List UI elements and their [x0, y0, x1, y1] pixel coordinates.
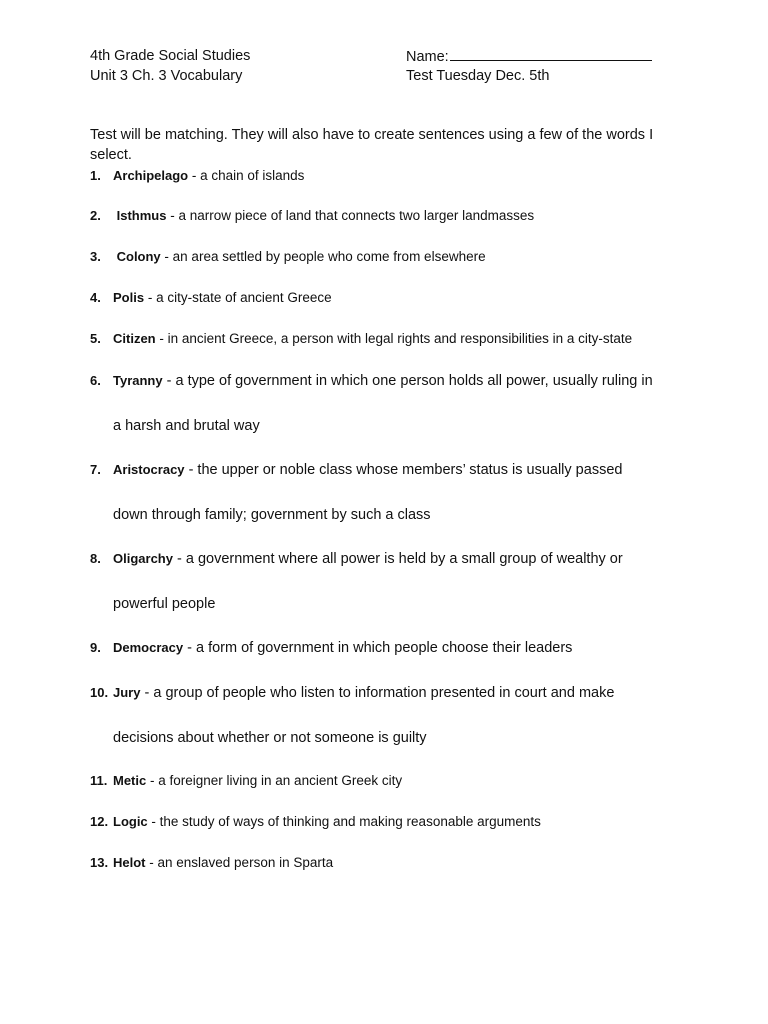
vocab-definition: - the study of ways of thinking and making reasonable arguments	[147, 814, 541, 829]
item-number: 4.	[90, 290, 101, 305]
item-number: 6.	[90, 373, 101, 388]
item-number: 3.	[90, 249, 101, 264]
vocab-definition-continued: down through family; government by such a class	[113, 507, 431, 523]
item-number: 2.	[90, 208, 101, 223]
name-label: Name:	[406, 49, 449, 65]
vocab-term: Tyranny	[113, 373, 163, 388]
vocab-definition: - the upper or noble class whose members’ status is usually passed	[184, 462, 623, 478]
vocab-definition-continued: decisions about whether or not someone is guilty	[113, 730, 427, 746]
vocab-definition: - a narrow piece of land that connects two larger landmasses	[166, 208, 535, 223]
name-blank-line	[450, 46, 652, 61]
vocab-definition-continued: a harsh and brutal way	[113, 418, 260, 434]
vocab-term: Polis	[113, 290, 145, 305]
vocab-definition: - a government where all power is held by a small group of wealthy or	[172, 551, 623, 567]
vocab-term: Oligarchy	[113, 551, 173, 566]
item-number: 12.	[90, 814, 109, 829]
vocab-term: Helot	[113, 855, 146, 870]
vocab-term: Logic	[113, 814, 148, 829]
vocab-term: Aristocracy	[113, 462, 185, 477]
item-number: 1.	[90, 168, 101, 183]
item-number: 5.	[90, 331, 101, 346]
vocab-definition: - a chain of islands	[188, 168, 305, 183]
name-field	[406, 46, 652, 67]
vocab-term: Colony	[113, 249, 161, 264]
unit-title: Unit 3 Ch. 3 Vocabulary	[90, 68, 243, 84]
item-number: 8.	[90, 551, 101, 566]
vocab-definition: - an area settled by people who come from elsewhere	[160, 249, 486, 264]
item-number: 13.	[90, 855, 109, 870]
item-number: 7.	[90, 462, 101, 477]
vocab-definition: - a foreigner living in an ancient Greek city	[146, 773, 403, 788]
vocab-definition: - a form of government in which people choose their leaders	[183, 640, 573, 656]
vocab-term: Citizen	[113, 331, 156, 346]
item-number: 9.	[90, 640, 101, 655]
item-number: 10.	[90, 685, 109, 700]
intro-text: Test will be matching. They will also have to create sentences using a few of the words I select.	[90, 127, 654, 163]
vocab-term: Jury	[113, 685, 141, 700]
vocab-definition: - in ancient Greece, a person with legal rights and responsibilities in a city-state	[155, 331, 633, 346]
test-date: Test Tuesday Dec. 5th	[406, 68, 550, 84]
vocab-definition: - a type of government in which one person holds all power, usually ruling in	[162, 373, 653, 389]
vocab-term: Democracy	[113, 640, 184, 655]
vocab-term: Metic	[113, 773, 147, 788]
vocab-term: Archipelago	[113, 168, 189, 183]
vocab-term: Isthmus	[113, 208, 167, 223]
vocab-definition: - a city-state of ancient Greece	[144, 290, 332, 305]
vocab-definition-continued: powerful people	[113, 596, 216, 612]
vocab-definition: - a group of people who listen to information presented in court and make	[140, 685, 615, 701]
course-title: 4th Grade Social Studies	[90, 48, 251, 64]
vocab-definition: - an enslaved person in Sparta	[145, 855, 334, 870]
item-number: 11.	[90, 773, 108, 788]
